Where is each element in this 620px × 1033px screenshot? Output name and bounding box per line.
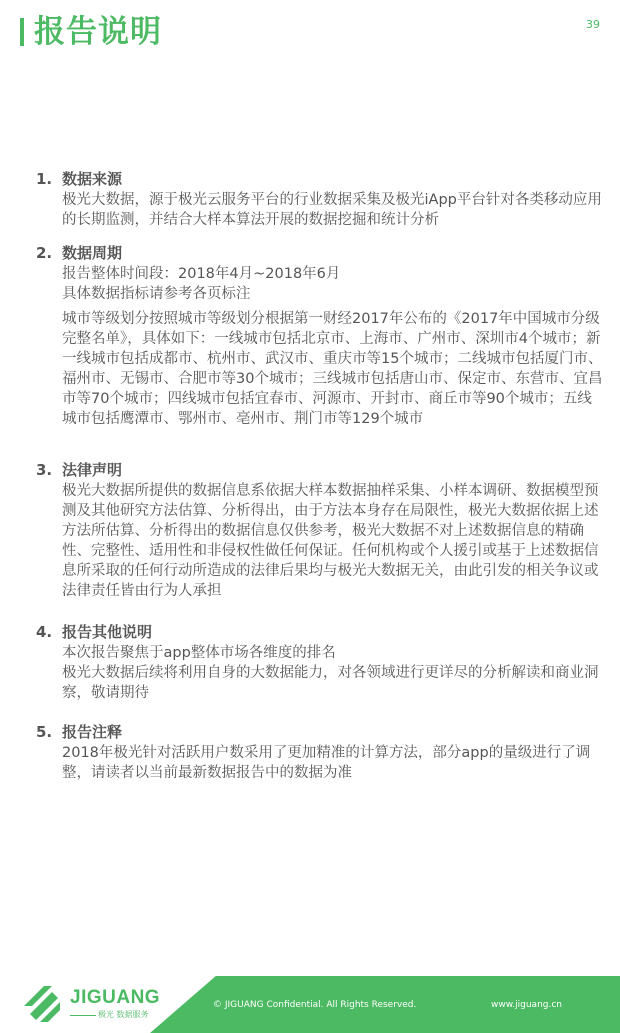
section-paragraph: 城市等级划分按照城市等级划分根据第一财经2017年公布的《2017年中国城市分级完整名单》，具体如下：一线城市包括北京市、上海市、广州市、深圳市4个城市；新一线城市包括成都市、杭州市、武汉市、重庆市等15个城市；二线城市包括厦门市、福州市、无锡市、合肥市等30个城市；三线城市包括唐山市、保定市、东营市、宜昌市等70个城市；四线城市包括宜春市、河源市、开封市、商丘市等90个城市；五线城市包括鹰潭市、鄂州市、亳州市、荆门市等129个城市 [62, 311, 603, 427]
report-notes [36, 168, 604, 783]
section-title: 法律声明 [62, 461, 123, 479]
section-paragraph: 报告整体时间段：2018年4月~2018年6月 [62, 266, 341, 282]
section-paragraph: 极光大数据后续将利用自身的大数据能力，对各领域进行更详尽的分析解读和商业洞察，敬请期待 [62, 665, 599, 701]
section-other-notes [36, 621, 604, 703]
footer-copyright: © JIGUANG Confidential. All Rights Reserved. [213, 1000, 417, 1010]
section-number: 4. [36, 623, 53, 641]
section-number: 3. [36, 461, 53, 479]
section-paragraph: 本次报告聚焦于app整体市场各维度的排名 [62, 645, 336, 661]
section-title: 数据来源 [62, 170, 123, 188]
section-legal-statement [36, 459, 604, 601]
brand-name: JIGUANG [70, 987, 161, 1008]
section-title: 数据周期 [62, 244, 123, 262]
page-number: 39 [586, 18, 600, 31]
title-accent-bar [20, 18, 24, 46]
page-title: 报告说明 [34, 14, 162, 50]
section-number: 1. [36, 170, 53, 188]
section-number: 5. [36, 723, 53, 741]
section-data-source [36, 168, 604, 230]
section-paragraph: 具体数据指标请参考各页标注 [62, 286, 251, 302]
section-paragraph: 极光大数据所提供的数据信息系依据大样本数据抽样采集、小样本调研、数据模型预测及其他研究方法估算、分析得出，由于方法本身存在局限性，极光大数据依据上述方法所估算、分析得出的数据信息仅供参考，极光大数据不对上述数据信息的精确性、完整性、适用性和非侵权性做任何保证。任何机构或个人援引或基于上述数据信息所采取的任何行动所造成的法律后果均与极光大数据无关，由此引发的相关争议或法律责任皆由行为人承担 [62, 483, 599, 599]
section-paragraph: 2018年极光针对活跃用户数采用了更加精准的计算方法，部分app的量级进行了调整，请读者以当前最新数据报告中的数据为准 [62, 745, 591, 781]
jiguang-logo-icon [22, 984, 62, 1024]
section-paragraph: 极光大数据，源于极光云服务平台的行业数据采集及极光iApp平台针对各类移动应用的长期监测，并结合大样本算法开展的数据挖掘和统计分析 [62, 192, 602, 228]
section-number: 2. [36, 244, 53, 262]
brand-divider [70, 1015, 96, 1016]
brand-tagline: 极光 数据服务 [98, 1010, 149, 1019]
section-report-annotation [36, 721, 604, 783]
section-title: 报告其他说明 [62, 623, 153, 641]
footer-url[interactable]: www.jiguang.cn [491, 1000, 562, 1010]
section-data-period [36, 242, 604, 429]
section-title: 报告注释 [62, 723, 123, 741]
